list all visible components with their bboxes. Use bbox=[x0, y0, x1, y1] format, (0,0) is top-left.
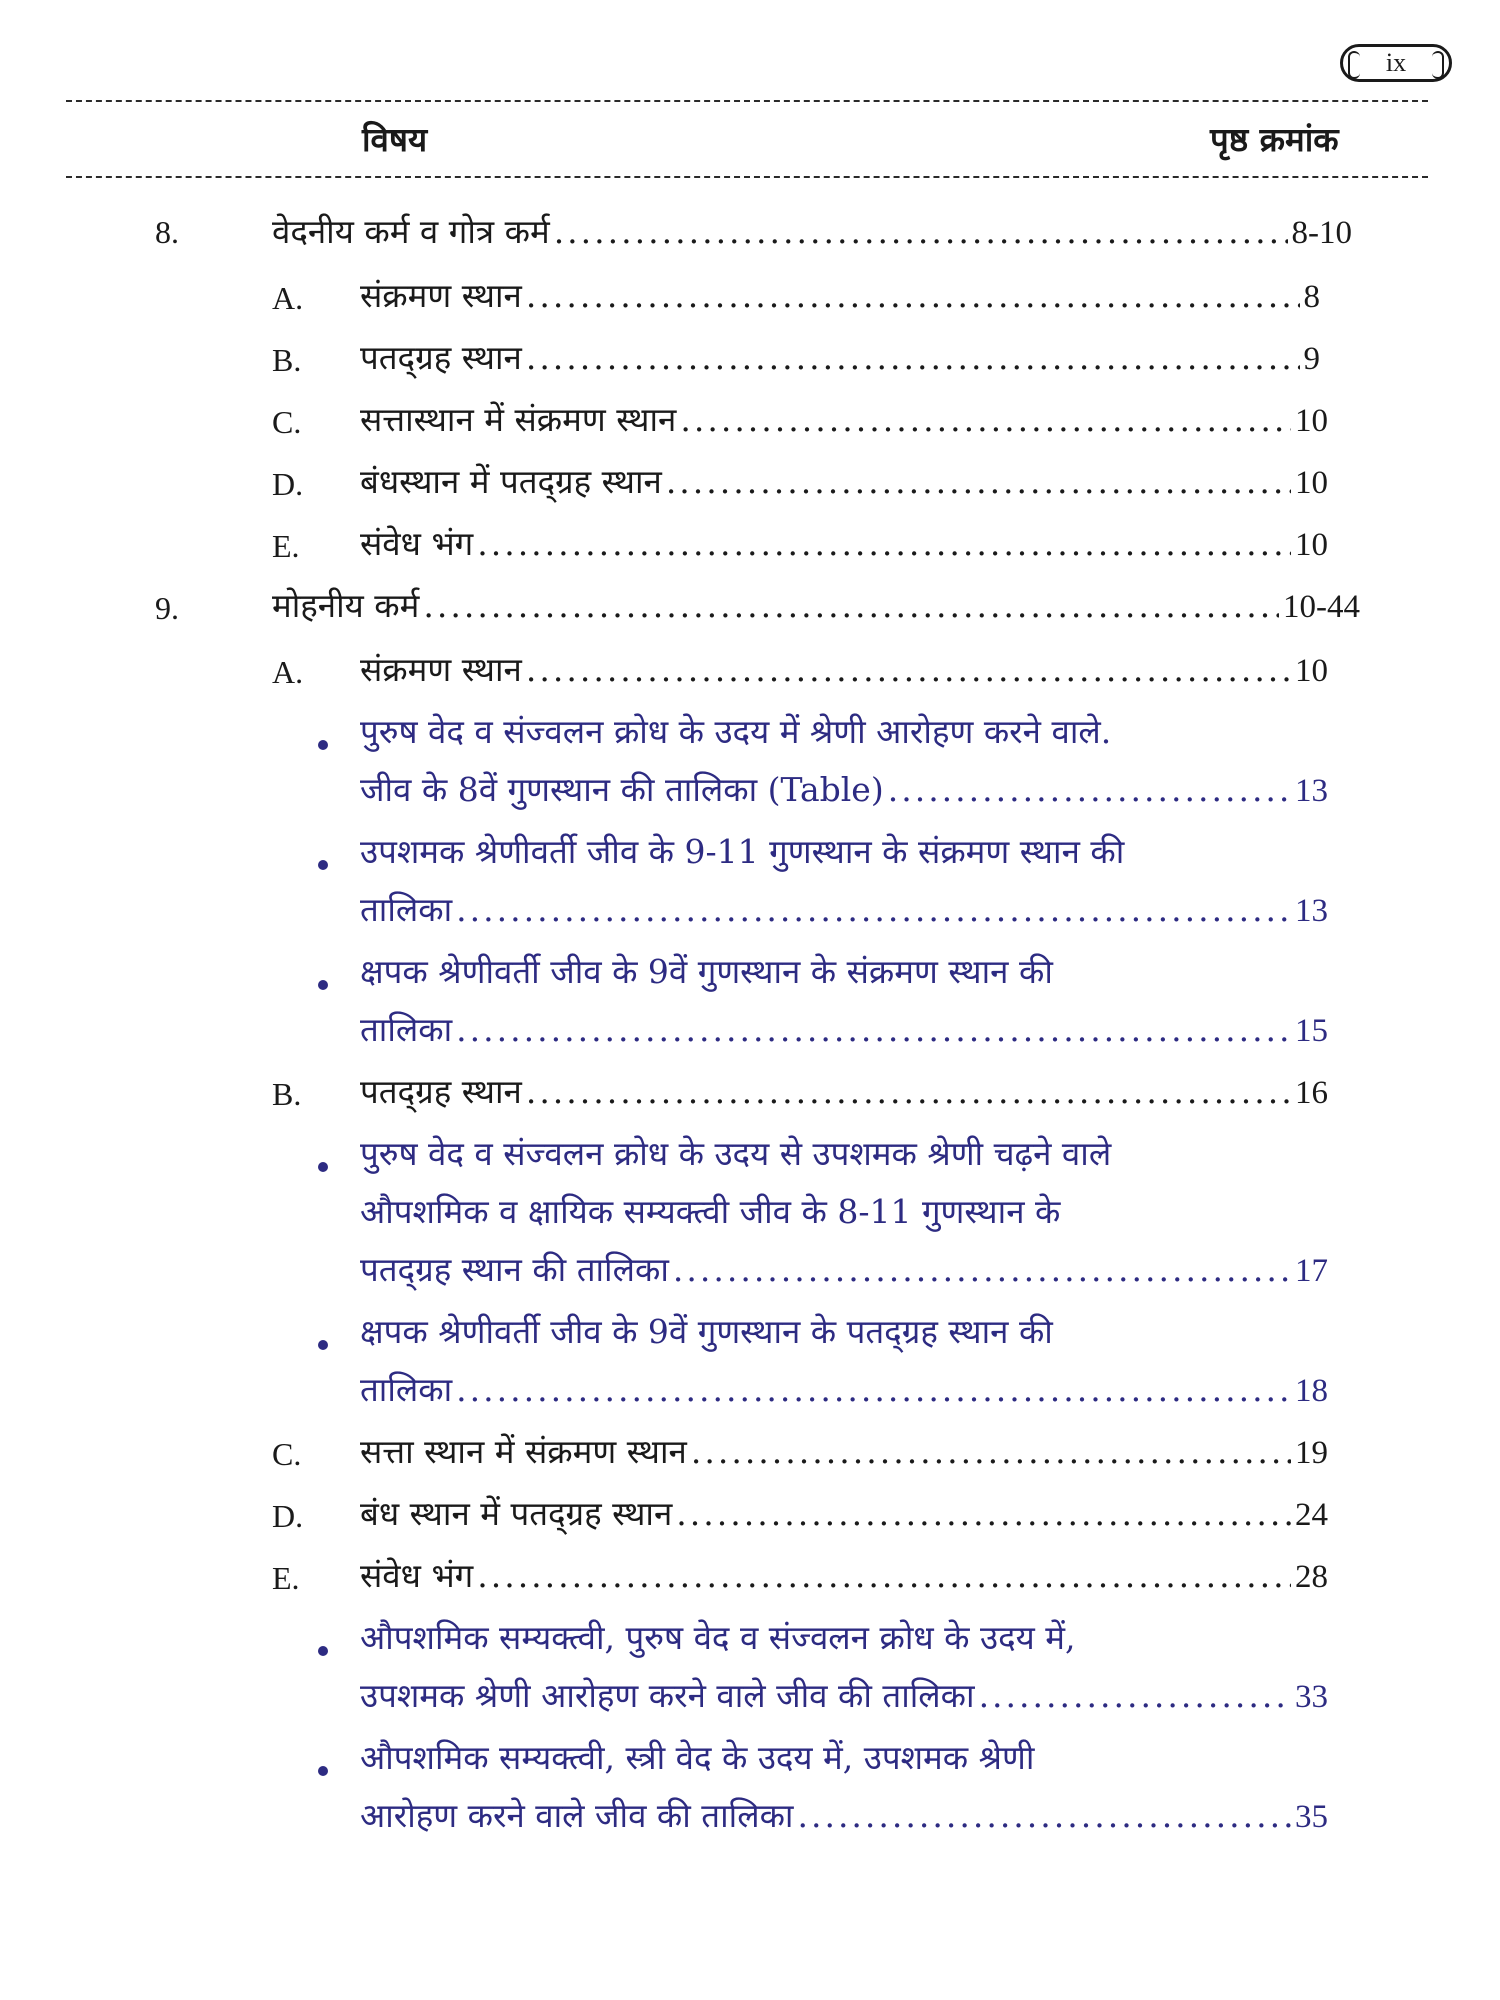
page-number: ix bbox=[1385, 48, 1407, 77]
leader-dots bbox=[526, 650, 1291, 690]
entry-page: 33 bbox=[1295, 1679, 1328, 1715]
entry-page: 16 bbox=[1295, 1075, 1328, 1111]
leader-dots bbox=[673, 1250, 1291, 1290]
entry-title-line: उपशमक श्रेणी आरोहण करने वाले जीव की तालिका bbox=[360, 1676, 975, 1715]
leader-dots bbox=[888, 770, 1291, 810]
section-letter: B. bbox=[272, 342, 302, 378]
entry-title-line: पुरुष वेद व संज्वलन क्रोध के उदय में श्रेणी आरोहण करने वाले. bbox=[360, 712, 1112, 751]
toc-entry[interactable] bbox=[360, 524, 1328, 565]
entry-title-line: औपशमिक सम्यक्त्वी, पुरुष वेद व संज्वलन क्रोध के उदय में, bbox=[360, 1618, 1076, 1657]
bullet-icon bbox=[318, 1646, 328, 1656]
section-letter: D. bbox=[272, 1498, 304, 1534]
section-letter: C. bbox=[272, 404, 302, 440]
entry-title: मोहनीय कर्म bbox=[272, 586, 420, 625]
entry-title-line: औपशमिक सम्यक्त्वी, स्त्री वेद के उदय में, उपशमक श्रेणी bbox=[360, 1738, 1035, 1777]
bullet-icon bbox=[318, 980, 328, 990]
entry-page: 24 bbox=[1295, 1497, 1328, 1533]
leader-dots bbox=[477, 524, 1291, 564]
bullet-icon bbox=[318, 1162, 328, 1172]
entry-title-line: तालिका bbox=[360, 1370, 453, 1409]
toc-entry[interactable] bbox=[272, 212, 1352, 253]
toc-entry[interactable] bbox=[360, 890, 1328, 931]
entry-title-line: तालिका bbox=[360, 1010, 453, 1049]
leader-dots bbox=[477, 1556, 1291, 1596]
leader-dots bbox=[554, 212, 1288, 252]
entry-page: 35 bbox=[1295, 1799, 1328, 1835]
entry-title-line: क्षपक श्रेणीवर्ती जीव के 9वें गुणस्थान के पतद्ग्रह स्थान की bbox=[360, 1312, 1053, 1351]
leader-dots bbox=[676, 1494, 1291, 1534]
chapter-number: 9. bbox=[155, 590, 179, 626]
section-letter: A. bbox=[272, 654, 304, 690]
entry-title: सत्तास्थान में संक्रमण स्थान bbox=[360, 400, 677, 439]
entry-page: 8 bbox=[1303, 279, 1320, 315]
entry-page: 10 bbox=[1295, 527, 1328, 563]
entry-title-line: जीव के 8वें गुणस्थान की तालिका (Table) bbox=[360, 770, 884, 809]
entry-title: वेदनीय कर्म व गोत्र कर्म bbox=[272, 212, 550, 251]
toc-entry[interactable] bbox=[360, 1250, 1328, 1291]
top-divider bbox=[66, 100, 1428, 102]
page-column-header: पृष्ठ क्रमांक bbox=[1210, 120, 1339, 159]
toc-entry[interactable] bbox=[360, 1556, 1328, 1597]
subject-column-header: विषय bbox=[362, 120, 428, 159]
toc-entry[interactable] bbox=[272, 586, 1360, 627]
leader-dots bbox=[526, 276, 1300, 316]
entry-title-line: औपशमिक व क्षायिक सम्यक्त्वी जीव के 8-11 गुणस्थान के bbox=[360, 1192, 1061, 1231]
entry-page: 13 bbox=[1295, 893, 1328, 929]
toc-entry[interactable] bbox=[360, 338, 1320, 379]
leader-dots bbox=[456, 1370, 1291, 1410]
entry-page: 18 bbox=[1295, 1373, 1328, 1409]
entry-title-line: उपशमक श्रेणीवर्ती जीव के 9-11 गुणस्थान के संक्रमण स्थान की bbox=[360, 832, 1125, 871]
entry-title-line: आरोहण करने वाले जीव की तालिका bbox=[360, 1796, 794, 1835]
entry-page: 10-44 bbox=[1283, 589, 1360, 625]
entry-title-line: क्षपक श्रेणीवर्ती जीव के 9वें गुणस्थान के संक्रमण स्थान की bbox=[360, 952, 1053, 991]
entry-title: पतद्ग्रह स्थान bbox=[360, 1072, 522, 1111]
entry-title: संवेध भंग bbox=[360, 524, 474, 563]
entry-title: पतद्ग्रह स्थान bbox=[360, 338, 522, 377]
section-letter: B. bbox=[272, 1076, 302, 1112]
entry-title: संक्रमण स्थान bbox=[360, 650, 522, 689]
section-letter: C. bbox=[272, 1436, 302, 1472]
entry-title: संवेध भंग bbox=[360, 1556, 474, 1595]
toc-entry[interactable] bbox=[360, 650, 1328, 691]
entry-page: 9 bbox=[1303, 341, 1320, 377]
entry-page: 17 bbox=[1295, 1253, 1328, 1289]
toc-entry[interactable] bbox=[360, 462, 1328, 503]
section-letter: E. bbox=[272, 528, 300, 564]
entry-title: बंध स्थान में पतद्ग्रह स्थान bbox=[360, 1494, 673, 1533]
chapter-number: 8. bbox=[155, 214, 179, 250]
entry-page: 19 bbox=[1295, 1435, 1328, 1471]
entry-title-line: पतद्ग्रह स्थान की तालिका bbox=[360, 1250, 669, 1289]
toc-entry[interactable] bbox=[360, 400, 1328, 441]
section-letter: E. bbox=[272, 1560, 300, 1596]
bullet-icon bbox=[318, 740, 328, 750]
toc-entry[interactable] bbox=[360, 1010, 1328, 1051]
entry-title: बंधस्थान में पतद्ग्रह स्थान bbox=[360, 462, 662, 501]
entry-page: 13 bbox=[1295, 773, 1328, 809]
page-number-badge bbox=[1340, 44, 1452, 82]
leader-dots bbox=[680, 400, 1291, 440]
bullet-icon bbox=[318, 1340, 328, 1350]
leader-dots bbox=[666, 462, 1291, 502]
leader-dots bbox=[979, 1676, 1291, 1716]
leader-dots bbox=[456, 890, 1291, 930]
bullet-icon bbox=[318, 860, 328, 870]
toc-entry[interactable] bbox=[360, 1370, 1328, 1411]
header-divider bbox=[66, 176, 1428, 178]
entry-page: 15 bbox=[1295, 1013, 1328, 1049]
entry-title: सत्ता स्थान में संक्रमण स्थान bbox=[360, 1432, 687, 1471]
entry-page: 10 bbox=[1295, 403, 1328, 439]
leader-dots bbox=[526, 338, 1300, 378]
entry-page: 10 bbox=[1295, 653, 1328, 689]
toc-entry[interactable] bbox=[360, 770, 1328, 811]
entry-page: 28 bbox=[1295, 1559, 1328, 1595]
toc-entry[interactable] bbox=[360, 276, 1320, 317]
leader-dots bbox=[423, 586, 1279, 626]
toc-entry[interactable] bbox=[360, 1796, 1328, 1837]
section-letter: A. bbox=[272, 280, 304, 316]
toc-entry[interactable] bbox=[360, 1676, 1328, 1717]
section-letter: D. bbox=[272, 466, 304, 502]
bullet-icon bbox=[318, 1766, 328, 1776]
toc-entry[interactable] bbox=[360, 1072, 1328, 1113]
entry-title-line: तालिका bbox=[360, 890, 453, 929]
leader-dots bbox=[691, 1432, 1291, 1472]
entry-page: 10 bbox=[1295, 465, 1328, 501]
toc-entry[interactable] bbox=[360, 1432, 1328, 1473]
leader-dots bbox=[456, 1010, 1291, 1050]
entry-page: 8-10 bbox=[1291, 215, 1352, 251]
leader-dots bbox=[526, 1072, 1291, 1112]
toc-entry[interactable] bbox=[360, 1494, 1328, 1535]
entry-title-line: पुरुष वेद व संज्वलन क्रोध के उदय से उपशमक श्रेणी चढ़ने वाले bbox=[360, 1134, 1112, 1173]
leader-dots bbox=[797, 1796, 1291, 1836]
entry-title: संक्रमण स्थान bbox=[360, 276, 522, 315]
